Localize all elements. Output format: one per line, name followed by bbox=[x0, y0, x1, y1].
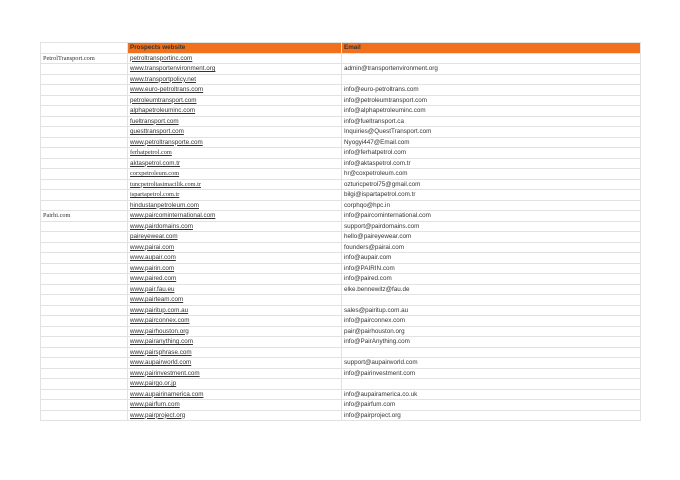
website-link[interactable]: ferhatpetrol.com bbox=[128, 148, 342, 159]
group-label bbox=[41, 74, 128, 85]
group-label bbox=[41, 410, 128, 421]
table-row bbox=[41, 316, 641, 327]
group-label bbox=[41, 295, 128, 306]
group-label bbox=[41, 316, 128, 327]
table-row bbox=[41, 389, 641, 400]
website-link[interactable]: questtransport.com bbox=[128, 127, 342, 138]
table-row bbox=[41, 64, 641, 75]
website-link[interactable]: www.pairinvestment.com bbox=[128, 368, 342, 379]
website-link[interactable]: www.aupair.com bbox=[128, 253, 342, 264]
header-row bbox=[41, 43, 641, 54]
email-cell: info@PairAnything.com bbox=[342, 337, 641, 348]
website-link[interactable]: www.pairsphrase.com bbox=[128, 347, 342, 358]
email-cell: info@aupair.com bbox=[342, 253, 641, 264]
website-link[interactable]: petroleumtransport.com bbox=[128, 95, 342, 106]
email-cell: corphqo@hpc.in bbox=[342, 200, 641, 211]
email-cell: info@paired.com bbox=[342, 274, 641, 285]
website-link[interactable]: www.pairanything.com bbox=[128, 337, 342, 348]
group-label bbox=[41, 95, 128, 106]
table-row bbox=[41, 295, 641, 306]
table-row bbox=[41, 347, 641, 358]
table-row bbox=[41, 242, 641, 253]
table-row bbox=[41, 74, 641, 85]
table-row bbox=[41, 379, 641, 390]
table-row bbox=[41, 211, 641, 222]
group-label: Pairhi.com bbox=[41, 211, 128, 222]
table-row bbox=[41, 127, 641, 138]
table-row bbox=[41, 358, 641, 369]
table-row bbox=[41, 179, 641, 190]
email-cell bbox=[342, 379, 641, 390]
email-cell: info@paircominternational.com bbox=[342, 211, 641, 222]
email-cell bbox=[342, 74, 641, 85]
website-link[interactable]: www.transportpolicy.net bbox=[128, 74, 342, 85]
group-label bbox=[41, 253, 128, 264]
group-label bbox=[41, 389, 128, 400]
table-row bbox=[41, 116, 641, 127]
table-row bbox=[41, 169, 641, 180]
table-row bbox=[41, 158, 641, 169]
group-label bbox=[41, 284, 128, 295]
email-cell: info@petroleumtransport.com bbox=[342, 95, 641, 106]
email-cell: founders@pairai.com bbox=[342, 242, 641, 253]
group-label bbox=[41, 158, 128, 169]
group-label bbox=[41, 400, 128, 411]
group-label bbox=[41, 85, 128, 96]
table-row bbox=[41, 53, 641, 64]
email-cell: info@alphapetroleuminc.com bbox=[342, 106, 641, 117]
website-link[interactable]: aktaspetrol.com.tr bbox=[128, 158, 342, 169]
prospects-table bbox=[40, 42, 641, 421]
table-row bbox=[41, 200, 641, 211]
website-link[interactable]: www.pairfum.com bbox=[128, 400, 342, 411]
group-label: PetrolTransport.com bbox=[41, 53, 128, 64]
table-row bbox=[41, 284, 641, 295]
website-link[interactable]: www.aupairinamerica.com bbox=[128, 389, 342, 400]
website-link[interactable]: www.pairitup.com.au bbox=[128, 305, 342, 316]
website-link[interactable]: www.pairdomains.com bbox=[128, 221, 342, 232]
table-row bbox=[41, 410, 641, 421]
table-row bbox=[41, 106, 641, 117]
table-row bbox=[41, 85, 641, 96]
website-link[interactable]: www.pairproject.org bbox=[128, 410, 342, 421]
group-label bbox=[41, 200, 128, 211]
group-label bbox=[41, 337, 128, 348]
group-label bbox=[41, 305, 128, 316]
group-label bbox=[41, 127, 128, 138]
group-label bbox=[41, 221, 128, 232]
table-row bbox=[41, 400, 641, 411]
website-link[interactable]: alphapetroleuminc.com bbox=[128, 106, 342, 117]
email-cell: Nyogyi447@Email.com bbox=[342, 137, 641, 148]
email-cell: info@aktaspetrol.com.tr bbox=[342, 158, 641, 169]
website-link[interactable]: www.pairconnex.com bbox=[128, 316, 342, 327]
email-cell: bilgi@ispartapetrol.com.tr bbox=[342, 190, 641, 201]
email-cell: Inquiries@QuestTransport.com bbox=[342, 127, 641, 138]
website-link[interactable]: www.paircominternational.com bbox=[128, 211, 342, 222]
header-website: Prospects website bbox=[128, 43, 342, 54]
group-label bbox=[41, 274, 128, 285]
website-link[interactable]: www.transportenvironment.org bbox=[128, 64, 342, 75]
email-cell: info@ferhatpetrol.com bbox=[342, 148, 641, 159]
header-blank-cell bbox=[41, 43, 128, 54]
email-cell: info@pairproject.org bbox=[342, 410, 641, 421]
email-cell: info@aupairamerica.co.uk bbox=[342, 389, 641, 400]
website-link[interactable]: www.euro-petroltrans.com bbox=[128, 85, 342, 96]
website-link[interactable]: www.pairhouston.org bbox=[128, 326, 342, 337]
group-label bbox=[41, 106, 128, 117]
table-row bbox=[41, 326, 641, 337]
table-row bbox=[41, 263, 641, 274]
table-row bbox=[41, 253, 641, 264]
group-label bbox=[41, 179, 128, 190]
table-row bbox=[41, 232, 641, 243]
group-label bbox=[41, 148, 128, 159]
website-link[interactable]: www.petroltransporte.com bbox=[128, 137, 342, 148]
group-label bbox=[41, 190, 128, 201]
email-cell bbox=[342, 53, 641, 64]
table-row bbox=[41, 190, 641, 201]
website-link[interactable]: www.pairgo.or.jp bbox=[128, 379, 342, 390]
email-cell bbox=[342, 295, 641, 306]
group-label bbox=[41, 347, 128, 358]
email-cell: info@pairinvestment.com bbox=[342, 368, 641, 379]
website-link[interactable]: ispartapetrol.com.tr bbox=[128, 190, 342, 201]
email-cell: support@pairdomains.com bbox=[342, 221, 641, 232]
table-row bbox=[41, 337, 641, 348]
group-label bbox=[41, 358, 128, 369]
email-cell: support@aupairworld.com bbox=[342, 358, 641, 369]
email-cell: ozturicpetrol75@gmail.com bbox=[342, 179, 641, 190]
email-cell bbox=[342, 347, 641, 358]
website-link[interactable]: fueltransport.com bbox=[128, 116, 342, 127]
website-link[interactable]: www.pair.fau.eu bbox=[128, 284, 342, 295]
table-row bbox=[41, 148, 641, 159]
email-cell: info@euro-petroltrans.com bbox=[342, 85, 641, 96]
email-cell: info@PAIRIN.com bbox=[342, 263, 641, 274]
email-cell: info@fueltransport.ca bbox=[342, 116, 641, 127]
table-row bbox=[41, 368, 641, 379]
website-link[interactable]: www.pairai.com bbox=[128, 242, 342, 253]
website-link[interactable]: corxpetroleum.com bbox=[128, 169, 342, 180]
website-link[interactable]: www.aupairworld.com bbox=[128, 358, 342, 369]
header-email: Email bbox=[342, 43, 641, 54]
website-link[interactable]: www.pairteam.com bbox=[128, 295, 342, 306]
email-cell: sales@pairitup.com.au bbox=[342, 305, 641, 316]
email-cell: pair@pairhouston.org bbox=[342, 326, 641, 337]
website-link[interactable]: www.pairin.com bbox=[128, 263, 342, 274]
website-link[interactable]: paireyewear.com bbox=[128, 232, 342, 243]
website-link[interactable]: www.paired.com bbox=[128, 274, 342, 285]
table-row bbox=[41, 137, 641, 148]
group-label bbox=[41, 379, 128, 390]
group-label bbox=[41, 263, 128, 274]
table-row bbox=[41, 305, 641, 316]
group-label bbox=[41, 169, 128, 180]
email-cell: info@pairfum.com bbox=[342, 400, 641, 411]
email-cell: elke.bennewitz@fau.de bbox=[342, 284, 641, 295]
group-label bbox=[41, 64, 128, 75]
email-cell: hello@paireyewear.com bbox=[342, 232, 641, 243]
website-link[interactable]: hindustanpetroleum.com bbox=[128, 200, 342, 211]
group-label bbox=[41, 232, 128, 243]
group-label bbox=[41, 368, 128, 379]
group-label bbox=[41, 242, 128, 253]
table-row bbox=[41, 221, 641, 232]
group-label bbox=[41, 116, 128, 127]
email-cell: hr@coxpetroleum.com bbox=[342, 169, 641, 180]
email-cell: info@pairconnex.com bbox=[342, 316, 641, 327]
group-label bbox=[41, 326, 128, 337]
group-label bbox=[41, 137, 128, 148]
table-row bbox=[41, 274, 641, 285]
table-row bbox=[41, 95, 641, 106]
website-link[interactable]: tuncpetroltasimacilik.com.tr bbox=[128, 179, 342, 190]
email-cell: admin@transportenvironment.org bbox=[342, 64, 641, 75]
website-link[interactable]: petroltransportinc.com bbox=[128, 53, 342, 64]
